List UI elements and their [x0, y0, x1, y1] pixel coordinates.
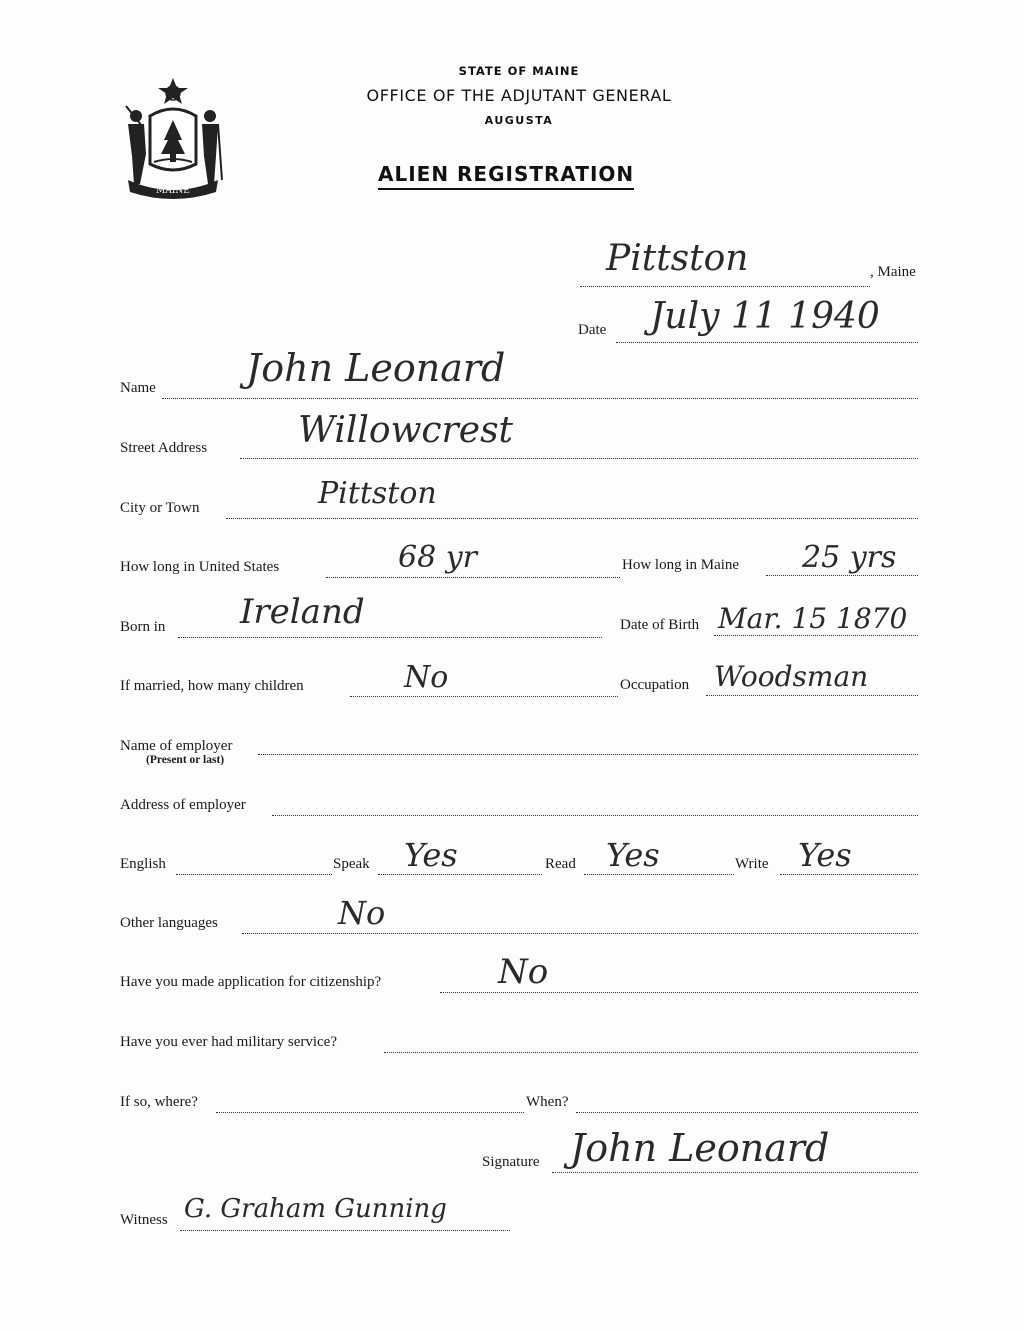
how-long-us-line: [326, 577, 620, 578]
read-line: [584, 874, 734, 875]
employer-address-label: Address of employer: [120, 797, 246, 813]
date-value: July 11 1940: [650, 296, 880, 337]
street-label: Street Address: [120, 440, 208, 456]
location-suffix: , Maine: [870, 264, 916, 280]
dob-label: Date of Birth: [620, 617, 700, 633]
when-label: When?: [526, 1094, 569, 1110]
speak-value: Yes: [404, 836, 458, 874]
other-languages-label: Other languages: [120, 915, 218, 931]
children-value: No: [404, 660, 449, 695]
location-line: [580, 286, 870, 287]
where-line: [216, 1112, 524, 1113]
city-line: [226, 518, 918, 519]
name-value: John Leonard: [246, 346, 506, 390]
signature-label: Signature: [482, 1154, 540, 1170]
other-languages-value: No: [338, 894, 386, 932]
dob-value: Mar. 15 1870: [718, 602, 908, 635]
signature-value: John Leonard: [570, 1126, 830, 1170]
military-line: [384, 1052, 918, 1053]
svg-text:MAINE: MAINE: [156, 186, 190, 196]
header-office: OFFICE OF THE ADJUTANT GENERAL: [366, 86, 672, 105]
employer-sublabel: (Present or last): [146, 754, 225, 766]
speak-line: [378, 874, 542, 875]
how-long-us-value: 68 yr: [398, 540, 477, 575]
citizenship-value: No: [498, 952, 549, 992]
born-in-value: Ireland: [240, 592, 365, 632]
form-title: ALIEN REGISTRATION: [378, 162, 634, 190]
how-long-maine-value: 25 yrs: [802, 540, 897, 575]
employer-address-line: [272, 815, 918, 816]
english-line: [176, 874, 332, 875]
street-line: [240, 458, 918, 459]
occupation-label: Occupation: [620, 677, 690, 693]
born-in-line: [178, 637, 602, 638]
witness-label: Witness: [120, 1212, 168, 1228]
signature-line: [552, 1172, 918, 1173]
witness-value: G. Graham Gunning: [184, 1194, 447, 1224]
children-label: If married, how many children: [120, 678, 304, 694]
speak-label: Speak: [333, 856, 370, 872]
employer-line: [258, 754, 918, 755]
how-long-us-label: How long in United States: [120, 559, 280, 575]
write-value: Yes: [798, 836, 852, 874]
city-label: City or Town: [120, 500, 200, 516]
occupation-value: Woodsman: [714, 660, 869, 693]
write-label: Write: [735, 856, 769, 872]
how-long-maine-label: How long in Maine: [622, 557, 740, 573]
other-languages-line: [242, 933, 918, 934]
street-value: Willowcrest: [298, 410, 514, 451]
date-label: Date: [578, 322, 607, 338]
children-line: [350, 696, 618, 697]
city-value: Pittston: [318, 476, 437, 511]
header-state: STATE OF MAINE: [458, 64, 580, 78]
header-city: AUGUSTA: [484, 114, 554, 127]
dob-line: [714, 635, 918, 636]
read-label: Read: [545, 856, 576, 872]
date-line: [616, 342, 918, 343]
citizenship-line: [440, 992, 918, 993]
occupation-line: [706, 695, 918, 696]
military-label: Have you ever had military service?: [120, 1034, 337, 1050]
born-in-label: Born in: [120, 619, 166, 635]
when-line: [576, 1112, 918, 1113]
location-value: Pittston: [606, 238, 749, 279]
where-label: If so, where?: [120, 1094, 198, 1110]
how-long-maine-line: [766, 575, 918, 576]
read-value: Yes: [606, 836, 660, 874]
english-label: English: [120, 856, 166, 872]
witness-line: [180, 1230, 510, 1231]
name-line: [162, 398, 918, 399]
write-line: [780, 874, 918, 875]
name-label: Name: [120, 380, 156, 396]
citizenship-label: Have you made application for citizenship?: [120, 974, 382, 990]
employer-label: Name of employer: [120, 738, 233, 754]
